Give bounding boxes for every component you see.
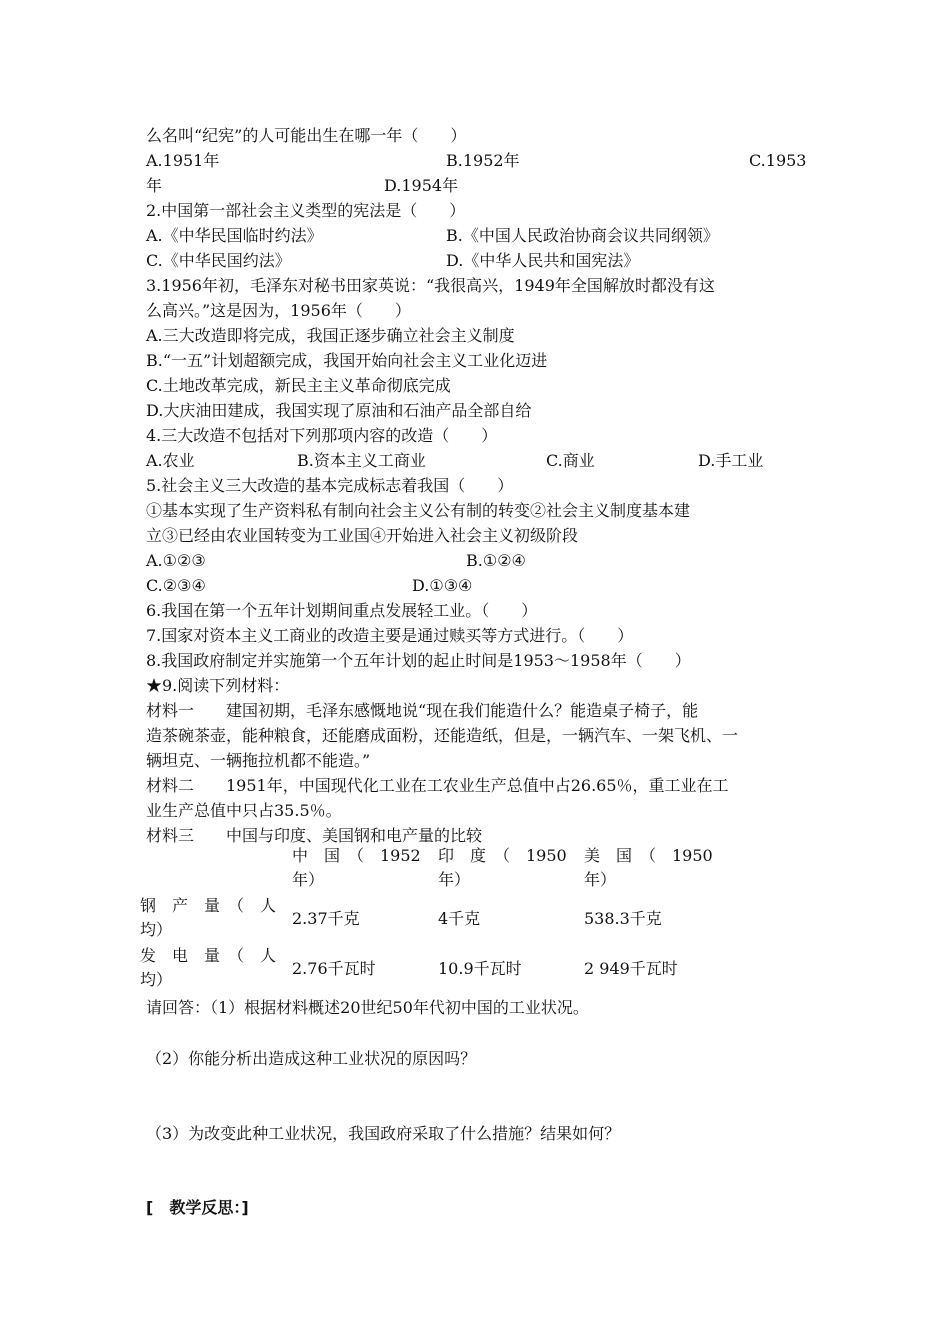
- table-header-cell: 印 度 （ 1950 年）: [438, 846, 583, 889]
- q5-option-c: C.②③④: [146, 576, 206, 595]
- table-cell: 4千克: [438, 909, 481, 928]
- table-header-cell: 美 国 （ 1950 年）: [584, 846, 729, 889]
- question-3: （3）为改变此种工业状况，我国政府采取了什么措施？结果如何？: [146, 1124, 621, 1143]
- table-cell: 2 949千瓦时: [584, 959, 678, 978]
- material3-title: 材料三 中国与印度、美国钢和电产量的比较: [146, 826, 483, 845]
- material1-line2: 造茶碗茶壶，能种粮食，还能磨成面粉，还能造纸，但是，一辆汽车、一架飞机、一: [146, 726, 739, 745]
- question-1: 请回答：（1）根据材料概述20世纪50年代初中国的工业状况。: [146, 998, 589, 1017]
- material2-line2: 业生产总值中只占35.5％。: [146, 801, 342, 820]
- q5-option-d: D.①③④: [412, 576, 473, 595]
- q2-option-b: B.《中国人民政治协商会议共同纲领》: [446, 226, 719, 245]
- q5-stem: 5.社会主义三大改造的基本完成标志着我国（ ）: [146, 476, 514, 495]
- q4-option-b: B.资本主义工商业: [297, 451, 426, 470]
- q7-statement: 7.国家对资本主义工商业的改造主要是通过赎买等方式进行。（ ）: [146, 626, 634, 645]
- q1-option-a: A.1951年: [146, 151, 220, 170]
- material1-line1: 材料一 建国初期，毛泽东感慨地说“现在我们能造什么？能造桌子椅子，能: [146, 701, 699, 720]
- table-row: [140, 944, 730, 994]
- table-header-row: [140, 844, 730, 894]
- material2-line1: 材料二 1951年，中国现代化工业在工农业生产总值中占26.65％，重工业在工: [146, 776, 729, 795]
- q1-option-c: C.1953: [749, 151, 807, 170]
- q2-option-c: C.《中华民国约法》: [146, 251, 291, 270]
- q4-option-d: D.手工业: [698, 451, 764, 470]
- table-cell: 2.37千克: [292, 909, 360, 928]
- table-row-label: 发 电 量 （ 人 均）: [140, 946, 293, 989]
- q1-option-b: B.1952年: [446, 151, 520, 170]
- table-cell: 10.9千瓦时: [438, 959, 522, 978]
- table-row-label: 钢 产 量 （ 人 均）: [140, 896, 293, 939]
- teaching-reflection-heading: [ 教学反思：]: [146, 1198, 249, 1217]
- q2-option-a: A.《中华民国临时约法》: [146, 226, 323, 245]
- q3-option-d: D.大庆油田建成，我国实现了原油和石油产品全部自给: [146, 401, 532, 420]
- q8-statement: 8.我国政府制定并实施第一个五年计划的起止时间是1953～1958年（ ）: [146, 651, 691, 670]
- comparison-table: [140, 844, 730, 994]
- q5-option-a: A.①②③: [146, 551, 206, 570]
- q2-stem: 2.中国第一部社会主义类型的宪法是（ ）: [146, 201, 466, 220]
- q1-option-d: D.1954年: [384, 176, 459, 195]
- q3-stem-line2: 么高兴。”这是因为，1956年（ ）: [146, 301, 411, 320]
- q4-stem: 4.三大改造不包括对下列那项内容的改造（ ）: [146, 426, 498, 445]
- q4-option-a: A.农业: [146, 451, 195, 470]
- q3-stem-line1: 3.1956年初，毛泽东对秘书田家英说：“我很高兴，1949年全国解放时都没有这: [146, 276, 715, 295]
- table-cell: 2.76千瓦时: [292, 959, 376, 978]
- q4-option-c: C.商业: [546, 451, 595, 470]
- q3-option-b: B.“一五”计划超额完成，我国开始向社会主义工业化迈进: [146, 351, 548, 370]
- table-row: [140, 894, 730, 944]
- table-cell: 538.3千克: [584, 909, 662, 928]
- q2-option-d: D.《中华人民共和国宪法》: [446, 251, 640, 270]
- q1-stem-tail: 么名叫“纪宪”的人可能出生在哪一年（ ）: [146, 126, 467, 145]
- q5-statements-line2: 立③已经由农业国转变为工业国④开始进入社会主义初级阶段: [146, 526, 579, 545]
- question-2: （2）你能分析出造成这种工业状况的原因吗？: [146, 1049, 477, 1068]
- q1-option-c-unit: 年: [146, 176, 163, 195]
- q3-option-a: A.三大改造即将完成，我国正逐步确立社会主义制度: [146, 326, 515, 345]
- material1-line3: 辆坦克、一辆拖拉机都不能造。”: [146, 751, 371, 770]
- q5-option-b: B.①②④: [466, 551, 526, 570]
- q9-heading: ★9.阅读下列材料：: [146, 676, 290, 695]
- table-header-cell: 中 国 （ 1952 年）: [292, 846, 437, 889]
- q5-statements-line1: ①基本实现了生产资料私有制向社会主义公有制的转变②社会主义制度基本建: [146, 501, 691, 520]
- q3-option-c: C.土地改革完成，新民主主义革命彻底完成: [146, 376, 451, 395]
- q6-statement: 6.我国在第一个五年计划期间重点发展轻工业。（ ）: [146, 601, 538, 620]
- table-header-cell: [140, 844, 292, 894]
